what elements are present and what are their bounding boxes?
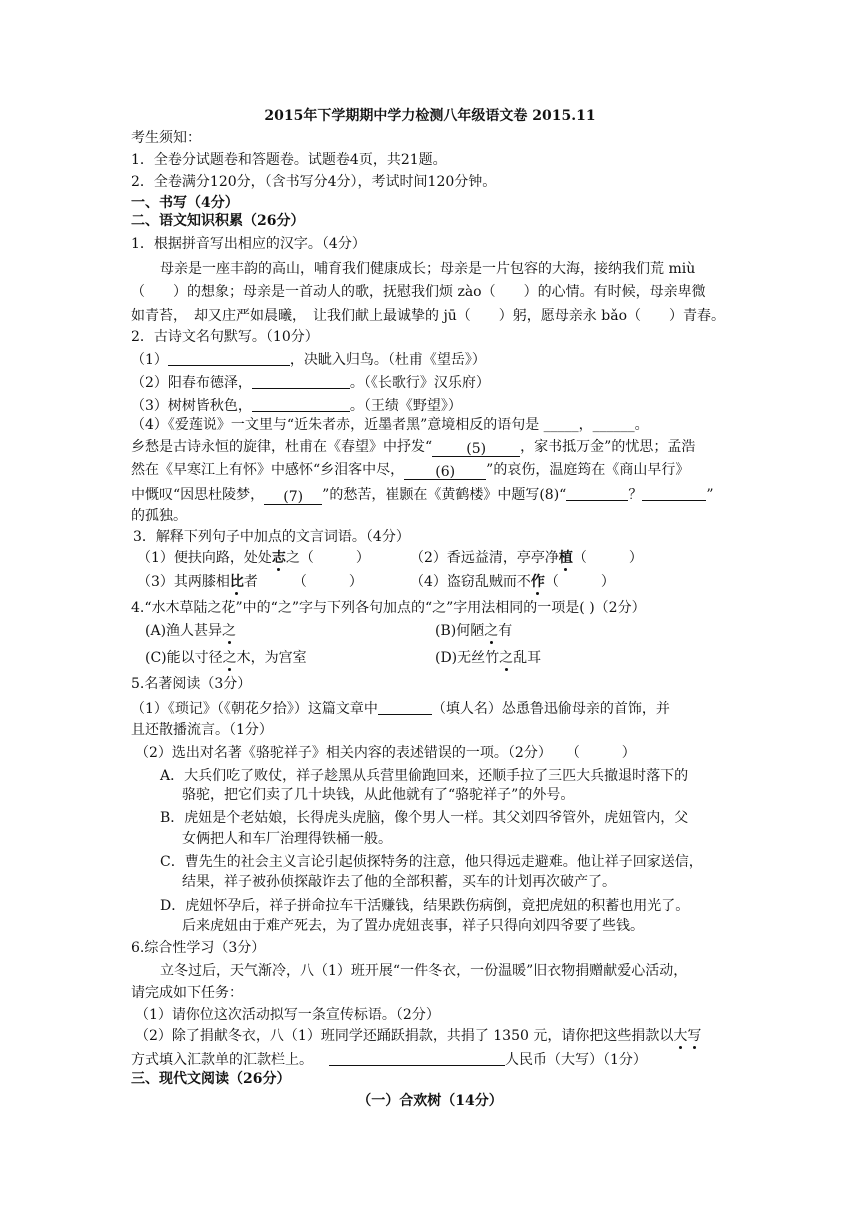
paragraph-line: 且还散播流言。（1分）: [131, 722, 273, 738]
option-text: 有: [498, 623, 513, 639]
choice-b: B．虎妞是个老姑娘，长得虎头虎脑，像个男人一样。其父刘四爷管外，虎妞管内，父: [160, 810, 689, 826]
paragraph-line: 立冬过后，天气渐冷，八（1）班开展“一件冬衣，一份温暖”旧衣物捐赠献爱心活动，: [160, 963, 688, 979]
dotted-word: 志: [271, 550, 286, 566]
notice-heading: 考生须知：: [131, 130, 201, 146]
section-heading: 一、书写（4分）: [131, 195, 239, 211]
choice-b-cont: 女俩把人和车厂治理得铁桶一般。: [182, 831, 392, 847]
paragraph-text: ”的愁苦，崔颢在《黄鹤楼》中题写(8)“: [322, 487, 567, 503]
dotted-word: 之: [222, 623, 237, 639]
answer-blank[interactable]: [378, 700, 432, 715]
section-heading: 三、现代文阅读（26分）: [131, 1071, 291, 1087]
dotted-word: 之: [499, 650, 514, 666]
section-heading: 二、语文知识积累（26分）: [131, 213, 305, 229]
question-title: 3．解释下列句子中加点的文言词语。（4分）: [133, 529, 410, 545]
choice-d-cont: 后来虎妞由于难产死去，为了置办虎妞丧事，祥子只得向刘四爷要了些钱。: [182, 918, 644, 934]
classical-item-3: [137, 575, 363, 589]
choice-a: A．大兵们吃了败仗，祥子趁黑从兵营里偷跑回来，还顺手拉了三匹大兵撤退时落下的: [160, 768, 689, 784]
paragraph-text: （1）《琐记》（《朝花夕拾》）这篇文章中: [131, 701, 378, 717]
paragraph-line: 的孤独。: [131, 508, 187, 524]
dotted-word: 写: [687, 1028, 702, 1044]
item-text: （ ）: [572, 550, 643, 566]
question-title: 1．根据拼音写出相应的汉字。（4分）: [131, 236, 366, 252]
dotted-word: 作: [530, 574, 545, 590]
poem-line: [131, 397, 462, 413]
choice-c: C．曹先生的社会主义言论引起侦探特务的注意，他只得远走避难。他让祥子回家送信，: [160, 854, 703, 870]
item-text: （ ）: [544, 574, 615, 590]
option-c: [145, 651, 307, 665]
dotted-word: 比: [229, 574, 244, 590]
question-title: 2．古诗文名句默写。（10分）: [131, 329, 319, 345]
option-text: (D)无丝竹: [435, 650, 500, 666]
choice-a-cont: 骆驼，把它们卖了几十块钱，从此他就有了“骆驼祥子”的外号。: [182, 787, 575, 803]
answer-blank-8b[interactable]: [642, 486, 706, 501]
exam-title: 2015年下学期期中学力检测八年级语文卷 2015.11: [264, 108, 596, 124]
paragraph-line: （2）选出对名著《骆驼祥子》相关内容的表述错误的一项。（2分） （ ）: [135, 745, 636, 761]
task-text: （2）除了捐献冬衣，八（1）班同学还踊跃捐款，共捐了 1350 元，请你把这些捐款以: [135, 1028, 674, 1044]
answer-blank-8a[interactable]: [566, 486, 628, 501]
option-text: 木，为宫室: [236, 650, 307, 666]
choice-c-cont: 结果，祥子被孙侦探敲诈去了他的全部积蓄，买车的计划再次破产了。: [182, 874, 616, 890]
subsection-heading: （一）合欢树（14分）: [357, 1093, 503, 1109]
item-text: （2）香远益清，亭亭净: [410, 550, 559, 566]
classical-item-2: [410, 551, 643, 565]
task-text: 方式填入汇款单的汇款栏上。: [131, 1052, 313, 1068]
paragraph-line: [131, 463, 689, 480]
option-text: (C)能以寸径: [145, 650, 223, 666]
paragraph-text: 乡愁是古诗永恒的旋律，杜甫在《春望》中抒发“: [131, 439, 433, 455]
classical-item-1: [137, 551, 370, 565]
option-d: [435, 651, 541, 665]
item-text: 者 （ ）: [243, 574, 363, 590]
poem-text: 。（《长歌行》汉乐府）: [349, 375, 490, 391]
item-text: （3）其两膝相: [137, 574, 230, 590]
choice-d: D．虎妞怀孕后，祥子拼命拉车干活赚钱，结果跌伤病倒，竟把虎妞的积蓄也用光了。: [160, 898, 690, 914]
question-title: 4.“水木草陆之花”中的“之”字与下列各句加点的“之”字用法相同的一项是( )（2分）: [131, 600, 646, 616]
dotted-word: 植: [558, 550, 573, 566]
poem-line: （4）《爱莲说》一文里与“近朱者赤，近墨者黑”意境相反的语句是 _____，______。: [131, 417, 649, 433]
poem-text: ，决眦入归鸟。（杜甫《望岳》）: [289, 352, 486, 368]
amount-blank[interactable]: [329, 1051, 505, 1066]
poem-prefix: （2）阳春布德泽，: [131, 375, 252, 391]
answer-blank-6[interactable]: (6): [404, 465, 486, 480]
paragraph-line: [131, 486, 714, 505]
paragraph-line: （ ）的想象；母亲是一首动人的歌，抚慰我们烦 zào（ ）的心情。有时候，母亲卑微: [131, 284, 706, 300]
option-text: (A)渔人甚异: [145, 623, 223, 639]
paragraph-text: 中慨叹“因思杜陵梦，: [131, 487, 265, 503]
question-title: 6.综合性学习（3分）: [131, 940, 266, 956]
answer-blank-7[interactable]: (7): [264, 490, 322, 505]
dotted-word: 之: [484, 623, 499, 639]
option-b: [435, 624, 512, 638]
dotted-word: 之: [222, 650, 237, 666]
option-text: (B)何陋: [435, 623, 485, 639]
answer-blank-5[interactable]: (5): [432, 442, 520, 457]
task-line: [135, 1029, 701, 1043]
paragraph-text: ？: [628, 487, 643, 503]
task-line: （1）请你位这次活动拟写一条宣传标语。（2分）: [135, 1007, 440, 1023]
poem-line: [131, 351, 486, 367]
option-text: 乱耳: [513, 650, 542, 666]
option-a: [145, 624, 236, 638]
notice-item: 1．全卷分试题卷和答题卷。试题卷4页，共21题。: [131, 152, 447, 168]
answer-blank[interactable]: [252, 374, 350, 389]
item-text: 之（ ）: [285, 550, 370, 566]
task-line: [131, 1051, 647, 1067]
answer-blank[interactable]: [252, 397, 350, 412]
question-title: 5.名著阅读（3分）: [131, 676, 252, 692]
paragraph-text: （填人名）怂恿鲁迅偷母亲的首饰，并: [431, 701, 670, 717]
notice-item: 2．全卷满分120分，（含书写分4分），考试时间120分钟。: [131, 174, 497, 190]
paragraph-line: [131, 440, 695, 457]
poem-line: [131, 374, 490, 390]
paragraph-text: 然在《早寒江上有怀》中感怀“乡泪客中尽，: [131, 462, 405, 478]
paragraph-line: 请完成如下任务：: [131, 985, 243, 1001]
paragraph-line: 如青苔， 却又庄严如晨曦， 让我们献上最诚挚的 jū（ ）躬，愿母亲永 bǎo（ ）青春。: [131, 308, 725, 324]
task-text: 人民币（大写）（1分）: [505, 1052, 647, 1068]
dotted-word: 大: [673, 1028, 688, 1044]
item-text: （1）便扶向路，处处: [137, 550, 272, 566]
paragraph-text: ”的哀伤，温庭筠在《商山早行》: [486, 462, 690, 478]
paragraph-line: 母亲是一座丰韵的高山，哺育我们健康成长；母亲是一片包容的大海，接纳我们荒 miù: [160, 261, 696, 277]
paragraph-line: [131, 700, 670, 716]
poem-prefix: （3）树树皆秋色，: [131, 398, 252, 414]
classical-item-4: [410, 575, 615, 589]
paragraph-text: ，家书抵万金”的忧思；孟浩: [520, 439, 696, 455]
paragraph-text: ”: [706, 487, 714, 503]
item-text: （4）盗窃乱贼而不: [410, 574, 531, 590]
poem-prefix: （1）: [131, 352, 168, 368]
poem-text: 。（王绩《野望》）: [349, 398, 462, 414]
answer-blank[interactable]: [168, 351, 290, 366]
